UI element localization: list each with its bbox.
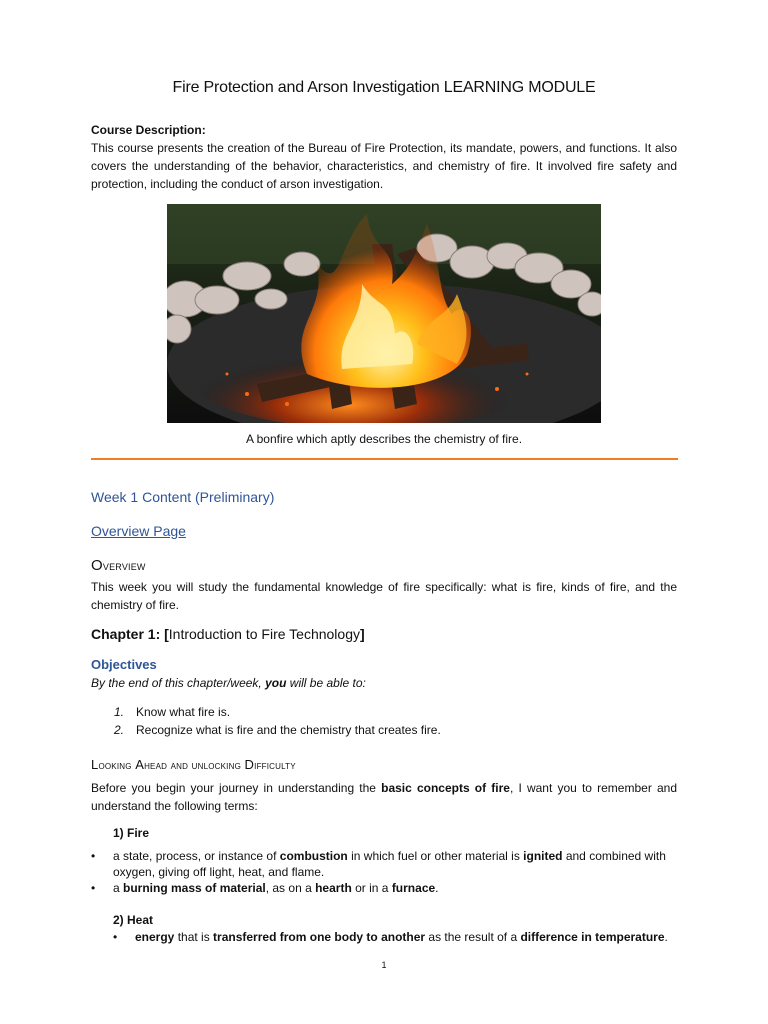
- looking-ahead-heading: [91, 757, 296, 772]
- chapter-close-bracket: ]: [359, 626, 365, 642]
- term-fire-heading: 1) Fire: [113, 826, 150, 840]
- list-item-number: 1.: [114, 705, 125, 719]
- list-item: [114, 703, 441, 721]
- bullet-text: [135, 929, 668, 945]
- objectives-list: [114, 703, 441, 739]
- chapter-label: Chapter 1:: [91, 626, 161, 642]
- week-heading: Week 1 Content (Preliminary): [91, 489, 275, 505]
- bullet-bold-part: hearth: [315, 881, 352, 895]
- bullet-text-part: .: [435, 881, 439, 895]
- overview-heading: [91, 557, 146, 574]
- bullet-bold-part: furnace: [391, 881, 436, 895]
- intro-before: Before you begin your journey in understanding the: [91, 781, 382, 795]
- overview-heading-cap: O: [91, 557, 103, 574]
- objectives-heading: Objectives: [91, 657, 157, 672]
- bullet-text: [113, 880, 439, 896]
- bullet-text-part: that is: [174, 930, 214, 944]
- list-item: [91, 848, 681, 880]
- intro-after: , I want you to remember and understand the following terms:: [91, 781, 677, 813]
- bonfire-image: [167, 204, 601, 423]
- bullet-dot: •: [91, 881, 96, 895]
- overview-text: This week you will study the fundamental knowledge of fire specifically: what is fire, kinds of fire, and the chemistry of fire.: [91, 580, 677, 612]
- chapter-heading: [91, 626, 365, 642]
- looking-ahead-cap-3: D: [244, 757, 255, 772]
- objectives-intro: [91, 676, 366, 690]
- overview-page-link[interactable]: Overview Page: [91, 523, 186, 539]
- bullet-text-part: or in a: [351, 881, 392, 895]
- bullet-bold-part: energy: [135, 930, 175, 944]
- overview-heading-rest: verview: [102, 558, 146, 573]
- looking-ahead-intro: [91, 779, 677, 815]
- document-title: Fire Protection and Arson Investigation LEARNING MODULE: [172, 79, 596, 96]
- page-number: 1: [381, 960, 387, 970]
- bullet-bold-part: transferred from one body to another: [213, 930, 426, 944]
- list-item: [91, 880, 681, 896]
- bullet-bold-part: burning mass of material: [123, 881, 266, 895]
- term-heat-heading: 2) Heat: [113, 913, 154, 927]
- intro-bold: basic concepts of fire: [381, 781, 510, 795]
- objectives-intro-after: will be able to:: [286, 676, 366, 690]
- bullet-text-part: a state, process, or instance of: [113, 849, 280, 863]
- bullet-text-part: , as on a: [265, 881, 316, 895]
- list-item-number: 2.: [114, 723, 125, 737]
- list-item-text: Know what fire is.: [136, 705, 231, 719]
- bullet-dot: •: [91, 849, 96, 863]
- bullet-text: [113, 848, 681, 880]
- objectives-intro-before: By the end of this chapter/week,: [91, 676, 266, 690]
- course-description-label: Course Description:: [91, 123, 206, 137]
- bullet-bold-part: ignited: [523, 849, 563, 863]
- looking-ahead-cap-1: L: [91, 757, 99, 772]
- objectives-intro-you: you: [265, 676, 287, 690]
- term-heat-bullets: [113, 929, 683, 945]
- list-item: [114, 721, 441, 739]
- list-item-text: Recognize what is fire and the chemistry that creates fire.: [136, 723, 441, 737]
- chapter-title: Introduction to Fire Technology: [168, 626, 360, 642]
- bullet-text-part: .: [664, 930, 668, 944]
- bullet-bold-part: combustion: [279, 849, 348, 863]
- list-item: [113, 929, 683, 945]
- bullet-text-part: and combined with oxygen, giving off light, heat, and flame.: [113, 849, 666, 879]
- looking-ahead-text-3: ifficulty: [254, 758, 296, 772]
- term-fire-bullets: [91, 848, 681, 896]
- bullet-text-part: in which fuel or other material is: [347, 849, 524, 863]
- chapter-open-bracket: [: [164, 626, 169, 642]
- looking-ahead-text-2: head and unlocking: [144, 758, 245, 772]
- bullet-text-part: as the result of a: [425, 930, 521, 944]
- bullet-dot: •: [113, 930, 118, 944]
- bullet-text-part: a: [113, 881, 124, 895]
- looking-ahead-text-1: ooking: [98, 758, 136, 772]
- section-divider: [91, 458, 678, 460]
- looking-ahead-cap-2: A: [135, 757, 145, 772]
- bullet-bold-part: difference in temperature: [520, 930, 665, 944]
- course-description-text: This course presents the creation of the Bureau of Fire Protection, its mandate, powers, and functions. It also covers the understanding of the behavior, characteristics, and chemistry of fire. It involved fire safety and protection, including the conduct of arson investigation.: [91, 141, 677, 191]
- image-caption: A bonfire which aptly describes the chemistry of fire.: [245, 432, 523, 446]
